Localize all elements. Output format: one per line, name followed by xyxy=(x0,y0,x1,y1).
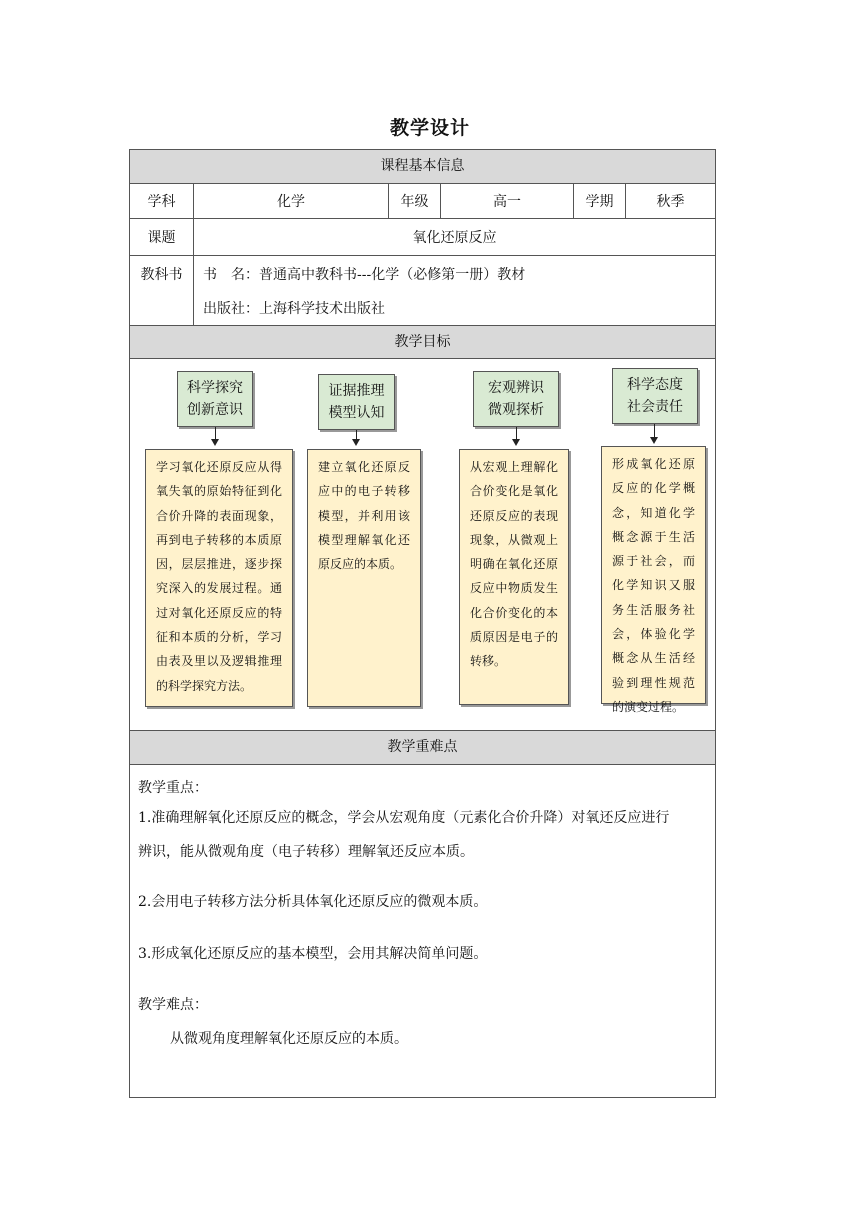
lesson-design-table xyxy=(129,149,716,1098)
topic-value: 氧化还原反应 xyxy=(412,230,497,246)
objective-4-arrow xyxy=(654,424,655,438)
objective-1-title xyxy=(177,371,253,427)
term-label: 学期 xyxy=(574,184,626,218)
textbook-label: 教科书 xyxy=(140,267,183,283)
objectives-header xyxy=(130,326,715,359)
objective-1-description: 学习氧化还原反应从得氧失氧的原始特征到化合价升降的表面现象，再到电子转移的本质原因，层层推进，逐步探究深入的发展过程。通过对氧化还原反应的特征和本质的分析，学习由表及里以及逻辑推理的科学探究方法。 xyxy=(145,449,293,707)
objective-1-arrowhead xyxy=(211,439,219,446)
difficulty-label: 教学难点： xyxy=(138,997,208,1013)
objective-3-title-line2: 微观探析 xyxy=(488,402,544,418)
objective-4-description: 形成氧化还原反应的化学概念，知道化学概念源于生活源于社会，而化学知识又服务生活服务社会，体验化学概念从生活经验到理性规范的演变过程。 xyxy=(601,446,706,704)
term-value: 秋季 xyxy=(656,194,685,210)
focus-item-3: 3.形成氧化还原反应的基本模型，会用其解决简单问题。 xyxy=(138,946,488,962)
grade-label: 年级 xyxy=(389,184,441,218)
subject-label: 学科 xyxy=(130,184,194,218)
focus-item-1a: 1.准确理解氧化还原反应的概念，学会从宏观角度（元素化合价升降）对氧还反应进行 xyxy=(138,810,670,826)
page-title: 教学设计 xyxy=(389,117,470,139)
objective-3-title-line1: 宏观辨识 xyxy=(488,380,544,396)
focus-item-2: 2.会用电子转移方法分析具体氧化还原反应的微观本质。 xyxy=(138,894,488,910)
objective-3-arrowhead xyxy=(512,439,520,446)
difficulty-text: 从微观角度理解氧化还原反应的本质。 xyxy=(170,1031,408,1047)
objective-2-arrowhead xyxy=(352,439,360,446)
objective-3-title xyxy=(473,371,559,427)
topic-label: 课题 xyxy=(130,219,194,255)
objective-4-title xyxy=(612,368,698,424)
subject-row xyxy=(130,184,715,219)
objective-1-title-line2: 创新意识 xyxy=(187,402,243,418)
publisher-line: 出版社：上海科学技术出版社 xyxy=(203,301,385,317)
objectives-header-text: 教学目标 xyxy=(394,334,451,350)
topic-row xyxy=(130,219,715,256)
textbook-label-cell xyxy=(130,256,194,325)
basic-info-header xyxy=(130,150,715,184)
focus-label: 教学重点： xyxy=(138,780,208,796)
subject-value: 化学 xyxy=(194,184,389,218)
textbook-row xyxy=(130,256,715,326)
key-points-header-text: 教学重难点 xyxy=(387,739,458,755)
objective-4-title-line2: 社会责任 xyxy=(627,399,683,415)
objective-4-title-line1: 科学态度 xyxy=(627,377,683,393)
objective-2-title-line2: 模型认知 xyxy=(328,405,385,421)
key-points-content xyxy=(130,765,715,1097)
book-name-line: 书 名：普通高中教科书---化学（必修第一册）教材 xyxy=(203,267,526,283)
objective-1-title-line1: 科学探究 xyxy=(187,380,243,396)
key-points-header xyxy=(130,731,715,765)
grade-value: 高一 xyxy=(441,184,574,218)
focus-item-1b: 辨识，能从微观角度（电子转移）理解氧还反应本质。 xyxy=(138,844,474,860)
basic-info-header-text: 课程基本信息 xyxy=(380,158,465,174)
objective-4-arrowhead xyxy=(650,437,658,444)
objective-2-title xyxy=(318,374,395,430)
objectives-diagram xyxy=(130,359,715,731)
objective-2-description: 建立氧化还原反应中的电子转移模型，并利用该模型理解氧化还原反应的本质。 xyxy=(307,449,421,707)
objective-3-description: 从宏观上理解化合价变化是氧化还原反应的表现现象，从微观上明确在氧化还原反应中物质发生化合价变化的本质原因是电子的转移。 xyxy=(459,449,569,705)
objective-2-title-line1: 证据推理 xyxy=(328,383,385,399)
